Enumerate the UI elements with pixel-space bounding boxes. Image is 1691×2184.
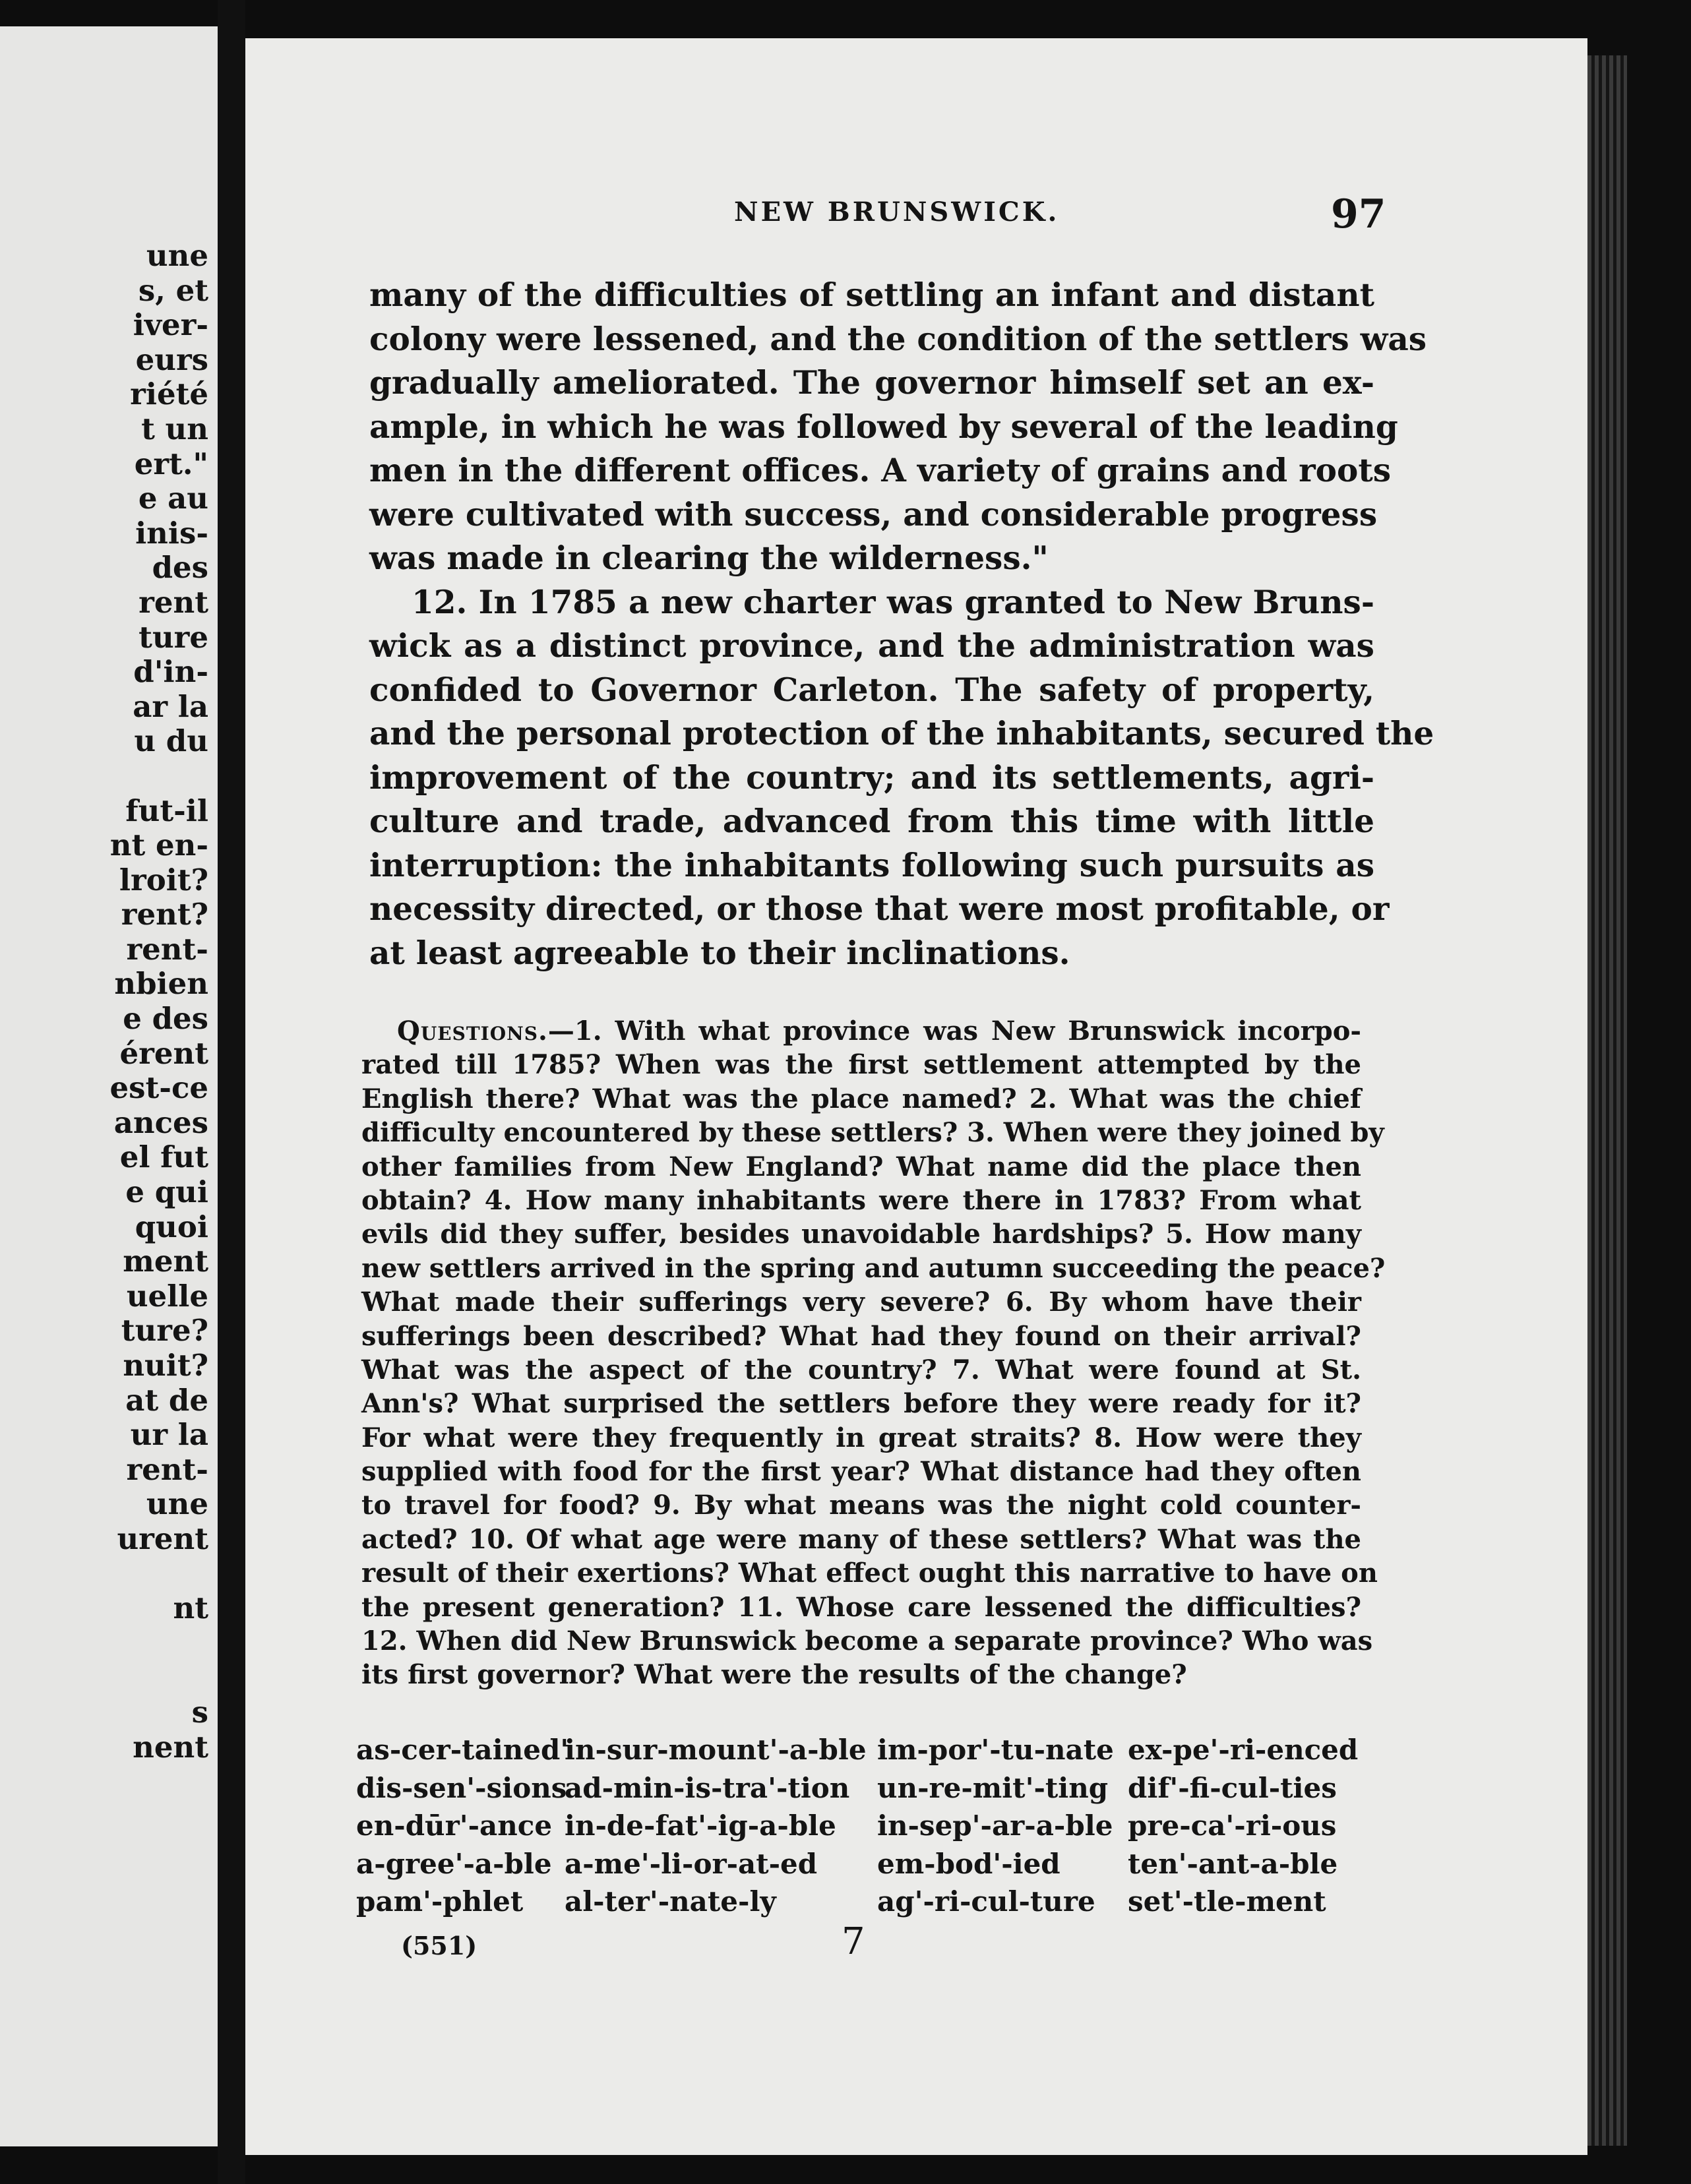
body-line: at least agreeable to their inclinations.: [369, 934, 1070, 972]
previous-page-line: des: [152, 550, 208, 586]
previous-page-line: rent?: [121, 897, 208, 932]
spelling-word: as-cer-tained': [356, 1734, 569, 1766]
page-edges: [1587, 55, 1627, 2146]
previous-page-line: nent: [133, 1729, 208, 1765]
page-number: 97: [1331, 191, 1386, 237]
spelling-word: pam'-phlet: [356, 1885, 524, 1918]
questions-line: sufferings been described? What had they found on their arrival?: [361, 1320, 1361, 1352]
spelling-word: un-re-mit'-ting: [877, 1771, 1109, 1804]
book-gutter: [218, 0, 245, 2184]
spelling-word: al-ter'-nate-ly: [565, 1885, 776, 1918]
previous-page-line: nt en-: [109, 828, 208, 863]
previous-page-line: lroit?: [119, 862, 208, 897]
previous-page-line: s: [191, 1694, 208, 1730]
spelling-word: ex-pe'-ri-enced: [1128, 1734, 1359, 1766]
spelling-list: [356, 1731, 1372, 1921]
questions-line: What was the aspect of the country? 7. What were found at St.: [361, 1354, 1361, 1385]
spelling-word: set'-tle-ment: [1128, 1885, 1326, 1918]
previous-page-line: u du: [134, 723, 208, 759]
previous-page-line: rent-: [126, 1451, 208, 1487]
previous-page-line: une: [146, 238, 208, 273]
body-line: confided to Governor Carleton. The safety of property,: [369, 671, 1374, 709]
questions-line: evils did they suffer, besides unavoidable hardships? 5. How many: [361, 1219, 1361, 1250]
body-line: culture and trade, advanced from this time with little: [369, 803, 1374, 840]
previous-page-line: ur la: [130, 1417, 208, 1453]
folio-number: 7: [842, 1920, 865, 1963]
spelling-word: ad-min-is-tra'-tion: [565, 1771, 850, 1804]
body-line: necessity directed, or those that were most profitable, or: [369, 890, 1390, 928]
spelling-word: ag'-ri-cul-ture: [877, 1885, 1095, 1918]
body-line: improvement of the country; and its settlements, agri-: [369, 758, 1374, 797]
questions-first-line-text: —1. With what province was New Brunswick incorpo-: [547, 1016, 1361, 1046]
body-line: and the personal protection of the inhabitants, secured the: [369, 715, 1434, 752]
questions-line: For what were they frequently in great straits? 8. How were they: [361, 1422, 1361, 1453]
questions-line: result of their exertions? What effect ought this narrative to have on: [361, 1558, 1378, 1589]
previous-page-line: urent: [117, 1521, 208, 1556]
questions-line: obtain? 4. How many inhabitants were there in 1783? From what: [361, 1184, 1361, 1216]
questions-line: the present generation? 11. Whose care lessened the difficulties?: [361, 1591, 1361, 1623]
spelling-word: dif'-fi-cul-ties: [1128, 1771, 1337, 1804]
spelling-word: dis-sen'-sions: [356, 1771, 567, 1804]
questions-line: its first governor? What were the results of the change?: [361, 1659, 1187, 1691]
questions-line: 12. When did New Brunswick become a separate province? Who was: [361, 1625, 1373, 1657]
previous-page-line: nbien: [114, 966, 208, 1002]
questions-line: acted? 10. Of what age were many of these settlers? What was the: [361, 1523, 1361, 1555]
previous-page-line: ert.": [134, 446, 208, 481]
questions-line: other families from New England? What name did the place then: [361, 1151, 1361, 1182]
body-text: [369, 274, 1434, 975]
body-line: colony were lessened, and the condition of the settlers was: [369, 320, 1427, 358]
spelling-word: im-por'-tu-nate: [877, 1734, 1114, 1766]
previous-page-line: uelle: [126, 1278, 208, 1314]
body-line: 12. In 1785 a new charter was granted to New Bruns-: [412, 583, 1374, 621]
previous-page-line: eurs: [135, 342, 208, 377]
previous-page-line: ar la: [133, 688, 208, 724]
previous-page-line: quoi: [135, 1209, 208, 1244]
previous-page: [0, 26, 218, 2146]
previous-page-line: érent: [119, 1035, 208, 1071]
previous-page-line: nt: [173, 1591, 208, 1626]
previous-page-line: ment: [123, 1244, 208, 1279]
body-line: interruption: the inhabitants following such pursuits as: [369, 846, 1374, 884]
previous-page-line: une: [146, 1486, 208, 1522]
body-line: ample, in which he was followed by several of the leading: [369, 408, 1398, 446]
spelling-word: in-sur-mount'-a-ble: [565, 1734, 867, 1766]
spelling-word: ten'-ant-a-ble: [1128, 1847, 1338, 1880]
body-line: gradually ameliorated. The governor himself set an ex-: [369, 364, 1374, 402]
previous-page-line: [4, 1557, 208, 1592]
previous-page-line: fut-il: [125, 793, 208, 828]
questions-heading: Questions.: [397, 1016, 548, 1046]
spelling-word: em-bod'-ied: [877, 1847, 1061, 1880]
previous-page-line: rent: [138, 584, 208, 620]
previous-page-line: t un: [141, 411, 208, 446]
questions-line: difficulty encountered by these settlers? 3. When were they joined by: [361, 1117, 1384, 1149]
questions-line: What made their sufferings very severe? 6. By whom have their: [361, 1287, 1361, 1318]
questions-block: [361, 1014, 1386, 1692]
body-line: wick as a distinct province, and the administration was: [369, 627, 1374, 665]
body-line: was made in clearing the wilderness.": [369, 539, 1049, 577]
spelling-word: in-de-fat'-ig-a-ble: [565, 1809, 836, 1842]
spelling-word: pre-ca'-ri-ous: [1128, 1809, 1337, 1842]
questions-line: to travel for food? 9. By what means was the night cold counter-: [361, 1490, 1361, 1521]
previous-page-line: d'in-: [133, 654, 208, 690]
previous-page-text: [4, 239, 208, 1765]
running-head: NEW BRUNSWICK.: [734, 197, 1060, 228]
previous-page-line: ances: [113, 1105, 208, 1140]
previous-page-line: s, et: [138, 272, 208, 308]
previous-page-line: riété: [130, 377, 208, 412]
questions-line: Ann's? What surprised the settlers before they were ready for it?: [361, 1388, 1361, 1420]
questions-line: rated till 1785? When was the first settlement attempted by the: [361, 1049, 1361, 1081]
previous-page-line: inis-: [135, 515, 208, 551]
body-line: men in the different offices. A variety of grains and roots: [369, 452, 1392, 489]
spelling-word: a-gree'-a-ble: [356, 1847, 552, 1880]
printer-signature: (551): [401, 1931, 477, 1960]
previous-page-line: ture?: [121, 1313, 208, 1349]
previous-page-line: el fut: [119, 1139, 208, 1175]
previous-page-line: est-ce: [109, 1070, 208, 1106]
previous-page-line: at de: [125, 1382, 208, 1418]
spelling-word: a-me'-li-or-at-ed: [565, 1847, 818, 1880]
body-line: many of the difficulties of settling an infant and distant: [369, 276, 1374, 314]
previous-page-line: nuit?: [123, 1348, 208, 1383]
questions-first-line: [361, 1014, 1361, 1048]
previous-page-line: ture: [138, 619, 208, 655]
previous-page-line: rent-: [126, 931, 208, 967]
previous-page-line: iver-: [133, 307, 208, 343]
questions-line: English there? What was the place named? 2. What was the chief: [361, 1083, 1361, 1114]
previous-page-line: e qui: [125, 1174, 208, 1210]
previous-page-line: [4, 1626, 208, 1661]
questions-line: new settlers arrived in the spring and autumn succeeding the peace?: [361, 1252, 1386, 1284]
spelling-word: in-sep'-ar-a-ble: [877, 1809, 1113, 1842]
previous-page-line: e des: [123, 1001, 208, 1037]
questions-line: supplied with food for the first year? What distance had they often: [361, 1456, 1361, 1488]
spelling-word: en-dūr'-ance: [356, 1809, 553, 1842]
previous-page-line: [4, 1660, 208, 1695]
previous-page-line: [4, 759, 208, 794]
body-line: were cultivated with success, and considerable progress: [369, 495, 1378, 533]
previous-page-line: e au: [138, 481, 208, 516]
